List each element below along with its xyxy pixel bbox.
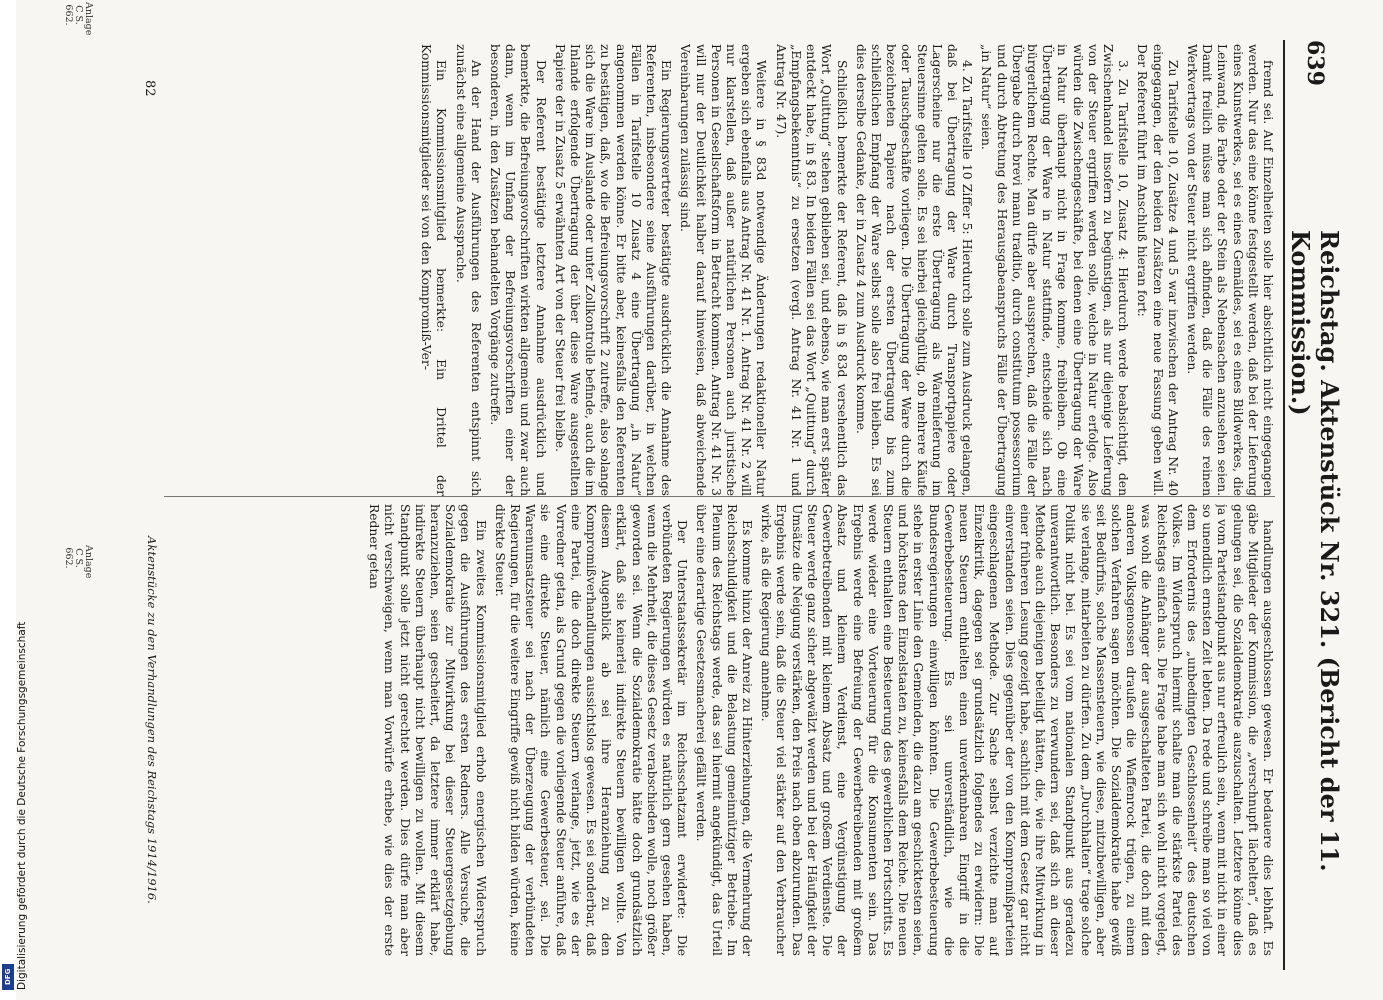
right-column [164, 504, 1275, 956]
digitization-attribution: Digitalisierung gefördert durch die Deutsche Forschungsgemeinschaft [16, 621, 28, 990]
dfg-logo: DFG [2, 964, 14, 990]
left-column [164, 44, 1275, 496]
footer-page-number: 82 [142, 80, 157, 97]
paragraph: Ein Regierungsvertreter bestätigte ausdrücklich die Annahme des Referenten, insbesondere seine Ausführungen darüber, in welchen Fällen in Tarifstelle 10 Zusatz 4 eine Übertragung „in Natur“ angenommen werden könne. Er bitte aber, keinesfalls den Referenten zu bestätigen, daß, wo die Befreiungsvorschrift 2 zutreffe, also solange sich die Ware im Auslande oder unter Zollkontrolle befinde, auch die im Inlande erfolgende Übertragung der über diese Ware ausgestellten Papiere der in Zusatz 5 erwähnten Art von der Steuer frei bleibe. [552, 44, 674, 496]
paragraph: Der Referent bestätigte letztere Annahme ausdrücklich und bemerkte, die Befreiungsvorschriften wirkten allgemein und zwar auch dann, wenn im Umfang der Befreiungsvorschriften einer der besonderen, in den Zusätzen behandelten Vorgänge zutreffe. [488, 44, 548, 496]
paragraph: Der Unterstaatssekretär im Reichsschatzamt erwiderte: Die verbündeten Regierungen würden es natürlich gern gesehen haben, wenn die Mehrheit, die dieses Gesetz verabschieden wolle, noch größer geworden sei. Wenn die Sozialdemokratie hätte doch grundsätzlich erklärt, daß sie keinerlei indirekte Steuern bewilligen wollte. Von diesem Augenblick ab sei ihre Heranziehung zu den Kompromißverhandlungen aussichtslos gewesen. Es sei sonderbar, daß eine Partei, die doch direkte Steuern verlange, jetzt, wie es der Vorredner getan, als Grund gegen die vorliegende Steuer anführe, daß sie eine direkte Steuer, nämlich eine Gewerbesteuer, sei. Die Warenumsatzsteuer sei nach der Überzeugung der verbündeten Regierungen, für die weitere Eingriffe gewiß nicht bilden würden, keine direkte Steuer. [492, 504, 690, 956]
page-footer: Aktenstücke zu den Verhandlungen des Reichstags 1914/1916. [145, 536, 159, 904]
paragraph: Zu Tarifstelle 10, Zusätze 4 und 5 war inzwischen der Antrag Nr. 40 eingegangen, der den beiden Zusätzen eine neue Fassung geben will. Der Referent führt im Anschluß hieran fort: [1135, 44, 1180, 496]
paragraph: handlungen ausgeschlossen gewesen. Er bedauere dies lebhaft. Es gäbe Mitglieder der Kommission, die „verschnupft lächelten“, daß es gelungen sei, die Sozialdemokratie auszuschalten. Letztere könne dies ja vom Parteistandpunkt aus nur erfreulich sein, wenn mit nicht in einer so unendlich ernsten Zeit lebten. Da rede und schreibe man so viel von dem Erfordernis des „unbedingten Geschlossenheit“ des deutschen Volkes. Im Widerspruch hiermit schalte man die stärkste Partei des Reichstags einfach aus. Die Frage habe man sich wohl nicht vorgelegt, was wohl die Anhänger der ausgeschalteten Partei, die doch mit den anderen Volksgenossen draußen die Waffenrock trügen, zu einem solchen Verfahren sagen möchten. Die Sozialdemokratie habe gewiß seit Bedürfnis, solche Massensteuern, wie diese, mitzubewilligen, aber sie verlange, mitarbeiten zu dürfen. Zu dem „Durchhalten“ trage solche Politik nicht bei. Es sei vom nationalen Standpunkt aus geradezu unverantwortlich. Besonders zu verwundern sei, daß sich an dieser Methode auch diejenigen beteiligt hätten, die, wie ihre Mitwirkung in einer früheren Lesung gezeigt habe, sachlich mit dem Gesetz gar nicht einverstanden seien. Dies gegenüber der von den Kompromißparteien eingeschlagenen Methode. Zur Sache selbst verzichte man auf Einzelkritik, dagegen sei grundsätzlich folgendes zu erwidern: Die neuen Steuern enthielten einen unverkennbaren Eingriff in die Gewerbebesteuerung. Es sei unverständlich, wie die Bundesregierungen einwilligen könnten. Die Gewerbebesteuerung stehe in erster Linie den Gemeinden, die dazu am geschicktesten seien, und höchstens den Einzelstaaten zu, keinesfalls dem Reiche. Die neuen Steuern enthalten eine Besteuerung des gewerblichen Fortschritts. Es werde wieder eine Vorteuerung für die Konsumenten sein. Das Ergebnis werde eine Befreiung der Gewerbetreibenden mit großem Absatz und kleinem Verdienst, eine Vergünstigung der Gewerbetreibenden mit kleinem Absatz und großem Verdienste. Die Steuer werde ganz sicher abgewälzt werden und bei der Häufigkeit der Umsätze die Neigung verstärken, den Preis nach oben abzurunden. Das Ergebnis werde sein, daß die Steuer viel stärker auf den Verbraucher wirke, als die Regierung annehme. [759, 504, 1275, 956]
page-header [1286, 40, 1344, 980]
paragraph: Ein zweites Kommissionsmitglied erhob energischen Widerspruch gegen die Ausführungen des ersten Redners. Alle Versuche, die Sozialdemokratie zur Mitwirkung bei dieser Steuergesetzgebung heranzuziehen, seien gescheitert, da letztere immer erklärt habe, indirekte Steuern überhaupt nicht bewilligen zu wollen. Mit diesem Standpunkt solle jetzt nicht gerechtet werden. Dies dürfe man aber nicht verschweigen, wenn man Vorwürfe erhebe, wie dies der erste Redner getan [367, 504, 488, 956]
header-title: Reichstag. Aktenstück Nr. 321. (Bericht der 11. Kommission.) [1286, 230, 1344, 872]
paragraph: Ein Kommissionsmitglied bemerkte: Ein Drittel der Kommissionsmitglieder sei von den Kompromiß-Ver- [419, 44, 449, 496]
paragraph: fremd sei. Auf Einzelheiten solle hier absichtlich nicht eingegangen werden. Nur das eine könne festgestellt werden, daß bei der Lieferung eines Kunstwerkes, sei es eines Gemäldes, sei es eines Bildwerkes, die Leinwand, die Farbe oder der Stein als Nebensachen anzusehen seien. Damit freilich müsse man sich abfinden, daß die Fälle des reinen Werkvertrags von der Steuer nicht ergriffen werden. [1184, 44, 1275, 496]
paragraph: 4. Zu Tarifstelle 10 Ziffer 5: Hierdurch solle zum Ausdruck gelangen, daß bei Übertragung der Ware durch Transportpapiere oder Lagerscheine nur die erste Übertragung als Warenlieferung im Steuersinne gelten solle. Es sei hierbei gleichgültig, ob mehrere Käufe oder Tauschgeschäfte vorliegen. Die Übertragung der Ware durch die bezeichneten Papiere nach der ersten Übertragung bis zum schließlichen Empfang der Ware selbst solle also frei bleiben. Es sei dies derselbe Gedanke, der in Zusatz 4 zum Ausdruck komme. [853, 44, 975, 496]
paragraph: 3. Zu Tarifstelle 10, Zusatz 4: Hierdurch werde beabsichtigt, den Zwischenhandel insofern zu begünstigen, als nur diejenige Lieferung von der Steuer ergriffen werden solle, welche in Natur erfolge. Also würden die Zwischengeschäfte, bei denen eine Übertragung der Ware in Natur überhaupt nicht in Frage komme, freibleiben. Ob eine Übertragung der Ware in Natur stattfinde, entscheide sich nach bürgerlichem Rechte. Man dürfe aber aussprechen, daß die Fälle der Übergabe durch brevi manu traditio, durch constitutum possessorium und durch Abtretung des Herausgabeanspruchs Fälle der Übertragung „in Natur“ seien. [979, 44, 1131, 496]
column-separator [164, 496, 1275, 497]
paragraph: Es komme hinzu der Anreiz zu Hinterziehungen, die Vermehrung der Reichsschuldigkeit und die Belastung gemeinnütziger Betriebe. Im Plenum des Reichstags werde, das sei hiermit angekündigt, das Urteil über eine derartige Gesetzesmacherei gefällt werden. [694, 504, 755, 956]
header-rule [1283, 40, 1285, 970]
paragraph: Weitere in § 83d notwendige Änderungen redaktioneller Natur ergeben sich ebenfalls aus Antrag Nr. 41 Nr. 1. Antrag Nr. 41 Nr. 2 will nur klarstellen, daß außer natürlichen Personen auch juristische Personen in Gesellschaftsform in Betracht kommen. Antrag Nr. 41 Nr. 3 will nur der Deutlichkeit halber darauf hinweisen, daß abweichende Vereinbarungen zulässig sind. [678, 44, 769, 496]
page-number: 639 [1302, 40, 1328, 86]
paragraph: An der Hand der Ausführungen des Referenten entspinnt sich zunächst eine allgemeine Aussprache. [453, 44, 483, 496]
paragraph: Schließlich bemerkte der Referent, daß in § 83d versehentlich das Wort „Quittung“ stehen geblieben sei, und ebenso, wie man erst später entdeckt habe, in § 83. In beiden Fällen sei das Wort „Quittung“ durch „Empfangsbekenntnis“ zu ersetzen (vergl. Antrag Nr. 41 Nr. 1 und Antrag Nr. 47). [773, 44, 849, 496]
margin-note-right: Anlage C S. 662. [63, 545, 94, 579]
margin-note-left: Anlage C S. 662. [63, 2, 94, 36]
